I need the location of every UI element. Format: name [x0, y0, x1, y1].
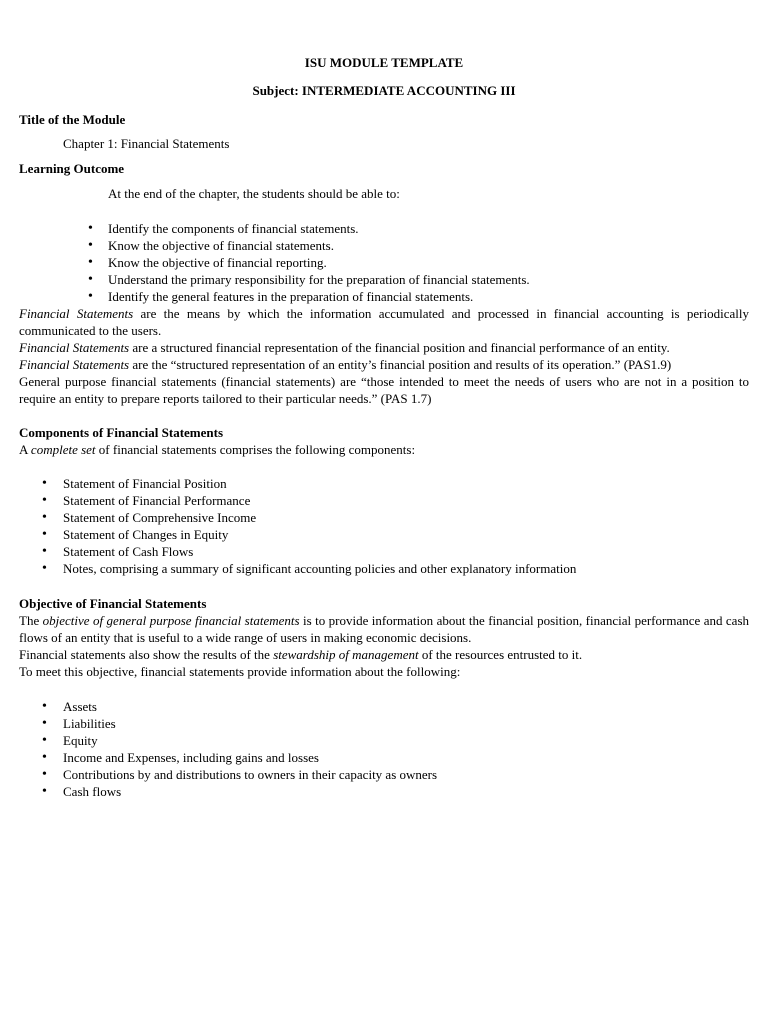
definition-text: are the means by which the information accumulated and processed in financial accounting is periodically communicated to the users. [19, 306, 749, 338]
definition-paragraph-3 [19, 356, 749, 373]
list-item: • Liabilities [19, 715, 749, 732]
module-chapter: Chapter 1: Financial Statements [63, 136, 230, 151]
list-item: • Know the objective of financial statements. [19, 237, 749, 254]
definition-paragraph-4: General purpose financial statements (financial statements) are “those intended to meet the needs of users who are not in a position to require an entity to prepare reports tailored to their particular needs.” (PAS 1.7) [19, 374, 749, 406]
objective-text: Financial statements also show the results of the [19, 647, 274, 662]
definition-text: are the “structured representation of an entity’s financial position and results of its operation.” (PAS1.9) [129, 357, 672, 372]
list-item: • Statement of Financial Performance [19, 492, 749, 509]
term: Financial Statements [19, 306, 134, 321]
list-item: • Assets [19, 698, 749, 715]
document-title: ISU MODULE TEMPLATE [304, 55, 464, 70]
objective-list [19, 698, 749, 800]
emphasis: objective of general purpose financial statements [42, 613, 300, 628]
intro-text: A [19, 442, 31, 457]
list-item: • Statement of Changes in Equity [19, 526, 749, 543]
emphasis: complete set [30, 442, 96, 457]
objective-text: The [19, 613, 43, 628]
definition-paragraph-1 [19, 305, 749, 339]
list-item: • Statement of Financial Position [19, 475, 749, 492]
list-item: • Understand the primary responsibility for the preparation of financial statements. [19, 271, 749, 288]
list-item: • Contributions by and distributions to owners in their capacity as owners [19, 766, 749, 783]
list-item: • Statement of Comprehensive Income [19, 509, 749, 526]
learning-outcome-intro: At the end of the chapter, the students should be able to: [108, 186, 400, 201]
learning-outcome-list [19, 220, 749, 305]
list-item: • Equity [19, 732, 749, 749]
components-intro [19, 441, 749, 458]
definition-paragraph-2 [19, 339, 749, 356]
list-item: • Know the objective of financial reporting. [19, 254, 749, 271]
list-item: • Identify the components of financial statements. [19, 220, 749, 237]
objective-text: is to provide information about the financial position, financial performance and cash flows of an entity that is useful to a wide range of users in making economic decisions. [19, 613, 749, 645]
list-item: • Notes, comprising a summary of significant accounting policies and other explanatory information [19, 560, 749, 577]
term: Financial Statements [19, 357, 130, 372]
objective-heading: Objective of Financial Statements [19, 596, 207, 611]
components-list [19, 475, 749, 577]
learning-outcome-heading: Learning Outcome [19, 161, 125, 176]
document-subject: Subject: INTERMEDIATE ACCOUNTING III [252, 83, 516, 98]
definition-text: are a structured financial representation of the financial position and financial performance of an entity. [129, 340, 670, 355]
objective-paragraph-1 [19, 612, 749, 646]
list-item: • Income and Expenses, including gains and losses [19, 749, 749, 766]
intro-text: of financial statements comprises the following components: [95, 442, 416, 457]
list-item: • Identify the general features in the preparation of financial statements. [19, 288, 749, 305]
module-title-heading: Title of the Module [19, 112, 126, 127]
list-item: • Statement of Cash Flows [19, 543, 749, 560]
objective-paragraph-3: To meet this objective, financial statements provide information about the following: [19, 664, 461, 679]
components-heading: Components of Financial Statements [19, 425, 224, 440]
objective-paragraph-2 [19, 646, 749, 663]
term: Financial Statements [19, 340, 130, 355]
emphasis: stewardship of management [273, 647, 419, 662]
list-item: • Cash flows [19, 783, 749, 800]
objective-text: of the resources entrusted to it. [418, 647, 583, 662]
